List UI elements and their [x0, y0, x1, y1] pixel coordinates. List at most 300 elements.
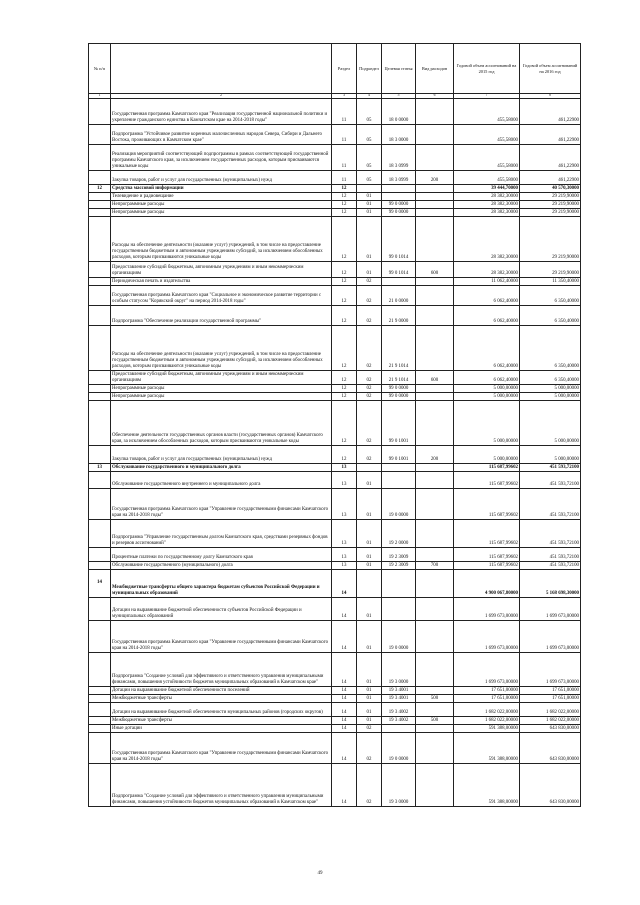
table-row [89, 193, 581, 201]
cell-name: Обеспечение деятельности государственных органов власти (государственных органов) Камчатского края, за исключением обособленных расходов, которым присваиваются уникальные коды [111, 401, 332, 446]
cell-vr: 500 [416, 695, 454, 703]
cell-vr [416, 193, 454, 201]
cell-y2016: 29 219,90000 [520, 262, 581, 278]
cell-y2015: 5 000,00000 [454, 401, 520, 446]
cell-podrazdel: 01 [357, 201, 382, 209]
cell-vr [416, 733, 454, 764]
cell-razdel: 14 [332, 570, 357, 598]
cell-name: Расходы на обеспечение деятельности (оказание услуг) учреждений, в том числе на предоставление государственным бюджетным и автономным учреждениям субсидий, за исключением обособленных расходов, которым присваиваются уникальные коды [111, 326, 332, 371]
cell-num [89, 371, 111, 385]
cell-vr [416, 653, 454, 687]
cell-cs [382, 725, 416, 733]
cell-razdel: 14 [332, 687, 357, 695]
cell-razdel: 13 [332, 489, 357, 520]
cell-cs: 19 3 0000 [382, 653, 416, 687]
cell-name: Непрограммные расходы [111, 385, 332, 393]
cell-cs: 21 9 1014 [382, 371, 416, 385]
cell-y2015: 455,58000 [454, 99, 520, 125]
cell-cs: 18 3 0999 [382, 171, 416, 185]
cell-vr [416, 598, 454, 621]
cell-y2015: 1 682 022,00000 [454, 703, 520, 717]
cell-y2015: 115 687,99602 [454, 472, 520, 489]
column-number: 7 [454, 94, 520, 99]
header-cell: Вид расходов [416, 44, 454, 94]
column-number: 3 [332, 94, 357, 99]
cell-razdel: 14 [332, 621, 357, 653]
cell-name: Телевидение и радиовещание [111, 193, 332, 201]
header-cell: Целевая статья [382, 44, 416, 94]
table-row [89, 520, 581, 548]
cell-cs: 19 2 3009 [382, 562, 416, 570]
cell-razdel: 12 [332, 209, 357, 217]
table-row [89, 687, 581, 695]
cell-podrazdel: 01 [357, 193, 382, 201]
cell-y2016: 451 593,72100 [520, 464, 581, 472]
cell-vr [416, 621, 454, 653]
cell-num: 12 [89, 185, 111, 193]
cell-y2015: 5 000,00000 [454, 446, 520, 464]
cell-razdel: 12 [332, 306, 357, 326]
cell-y2016: 40 570,30000 [520, 185, 581, 193]
cell-cs: 18 0 0000 [382, 99, 416, 125]
cell-y2016: 1 682 022,00000 [520, 703, 581, 717]
cell-cs: 21 9 0000 [382, 306, 416, 326]
cell-cs: 99 0 1014 [382, 262, 416, 278]
cell-name: Дотации на выравнивание бюджетной обеспеченности субъектов Российской Федерации и муниципальных образований [111, 598, 332, 621]
cell-name: Закупка товаров, работ и услуг для государственных (муниципальных) нужд [111, 446, 332, 464]
cell-y2016: 6 350,40000 [520, 306, 581, 326]
table-row [89, 717, 581, 725]
cell-cs: 99 0 0000 [382, 201, 416, 209]
cell-num [89, 209, 111, 217]
cell-num [89, 171, 111, 185]
cell-razdel: 14 [332, 717, 357, 725]
cell-y2015: 17 651,00000 [454, 695, 520, 703]
cell-name: Подпрограмма "Создание условий для эффективного и ответственного управления муниципальными финансами, повышения устойчивости бюджетов муниципальных образований в Камчатском крае" [111, 764, 332, 807]
cell-razdel: 13 [332, 520, 357, 548]
cell-podrazdel: 02 [357, 764, 382, 807]
cell-razdel: 12 [332, 371, 357, 385]
cell-y2016: 5 000,00000 [520, 446, 581, 464]
cell-name: Непрограммные расходы [111, 201, 332, 209]
cell-y2016: 29 219,90000 [520, 209, 581, 217]
table-row [89, 703, 581, 717]
table-row [89, 653, 581, 687]
cell-razdel: 14 [332, 733, 357, 764]
cell-y2016: 6 350,40000 [520, 326, 581, 371]
cell-y2015: 1 699 673,00000 [454, 621, 520, 653]
cell-vr [416, 548, 454, 562]
cell-podrazdel: 02 [357, 446, 382, 464]
cell-cs: 19 3 0000 [382, 764, 416, 807]
cell-y2015: 28 382,30000 [454, 193, 520, 201]
header-cell: Годовой объем ассигнований на 2015 год [454, 44, 520, 94]
cell-vr [416, 464, 454, 472]
cell-num [89, 385, 111, 393]
cell-podrazdel: 05 [357, 125, 382, 145]
cell-vr [416, 570, 454, 598]
budget-table [88, 43, 581, 807]
cell-y2016: 451 593,72100 [520, 562, 581, 570]
cell-cs: 18 3 0999 [382, 145, 416, 171]
table-row [89, 286, 581, 306]
cell-y2016: 5 000,00000 [520, 385, 581, 393]
cell-y2015: 455,58000 [454, 171, 520, 185]
cell-y2016: 29 219,90000 [520, 201, 581, 209]
cell-num [89, 446, 111, 464]
cell-cs [382, 464, 416, 472]
column-number: 1 [89, 94, 111, 99]
cell-name: Дотации на выравнивание бюджетной обеспеченности муниципальных районов (городских округов) [111, 703, 332, 717]
table-row [89, 393, 581, 401]
cell-num: 13 [89, 464, 111, 472]
cell-y2015: 6 062,40000 [454, 371, 520, 385]
cell-num [89, 306, 111, 326]
cell-razdel: 14 [332, 598, 357, 621]
cell-cs: 99 0 1001 [382, 446, 416, 464]
table-row [89, 733, 581, 764]
cell-vr: 500 [416, 717, 454, 725]
table-row [89, 489, 581, 520]
cell-y2015: 115 687,99602 [454, 464, 520, 472]
cell-y2016: 461,22900 [520, 171, 581, 185]
cell-podrazdel: 02 [357, 278, 382, 286]
cell-y2015: 1 699 673,00000 [454, 598, 520, 621]
cell-y2016: 6 350,40000 [520, 371, 581, 385]
cell-razdel: 12 [332, 193, 357, 201]
cell-razdel: 12 [332, 185, 357, 193]
cell-y2016: 11 350,40000 [520, 278, 581, 286]
cell-y2016: 451 593,72100 [520, 489, 581, 520]
cell-num [89, 326, 111, 371]
cell-razdel: 11 [332, 125, 357, 145]
table-row [89, 209, 581, 217]
table-row [89, 371, 581, 385]
cell-num [89, 520, 111, 548]
cell-num [89, 489, 111, 520]
cell-num [89, 393, 111, 401]
cell-num [89, 262, 111, 278]
cell-num [89, 687, 111, 695]
cell-y2016: 461,22900 [520, 145, 581, 171]
cell-cs: 19 0 0000 [382, 621, 416, 653]
cell-podrazdel: 01 [357, 472, 382, 489]
cell-vr [416, 217, 454, 262]
cell-razdel: 14 [332, 703, 357, 717]
cell-num [89, 733, 111, 764]
cell-y2015: 115 687,99602 [454, 489, 520, 520]
cell-y2015: 28 382,30000 [454, 262, 520, 278]
cell-num [89, 653, 111, 687]
cell-podrazdel: 01 [357, 209, 382, 217]
cell-name: Обслуживание государственного и муниципального долга [111, 464, 332, 472]
cell-vr [416, 125, 454, 145]
cell-name: Государственная программа Камчатского края "Управление государственными финансами Камчатского края на 2014-2018 годы" [111, 621, 332, 653]
cell-y2015: 28 382,30000 [454, 217, 520, 262]
cell-razdel: 14 [332, 764, 357, 807]
cell-y2016: 1 682 022,00000 [520, 717, 581, 725]
table-row [89, 145, 581, 171]
table-row [89, 598, 581, 621]
cell-name: Непрограммные расходы [111, 209, 332, 217]
cell-podrazdel: 01 [357, 262, 382, 278]
cell-y2015: 5 000,00000 [454, 385, 520, 393]
cell-num [89, 621, 111, 653]
cell-podrazdel [357, 464, 382, 472]
cell-razdel: 11 [332, 171, 357, 185]
cell-vr [416, 99, 454, 125]
cell-podrazdel: 01 [357, 548, 382, 562]
cell-podrazdel: 02 [357, 286, 382, 306]
cell-vr [416, 401, 454, 446]
cell-name: Закупка товаров, работ и услуг для государственных (муниципальных) нужд [111, 171, 332, 185]
cell-y2016: 5 168 698,30000 [520, 570, 581, 598]
cell-razdel: 12 [332, 278, 357, 286]
cell-podrazdel: 01 [357, 598, 382, 621]
cell-podrazdel: 01 [357, 687, 382, 695]
cell-podrazdel: 01 [357, 562, 382, 570]
cell-num [89, 562, 111, 570]
cell-cs: 99 0 0000 [382, 385, 416, 393]
cell-cs: 18 3 0000 [382, 125, 416, 145]
cell-vr [416, 687, 454, 695]
cell-podrazdel: 02 [357, 306, 382, 326]
cell-podrazdel: 05 [357, 171, 382, 185]
cell-num [89, 695, 111, 703]
cell-cs: 21 0 0000 [382, 286, 416, 306]
table-row [89, 201, 581, 209]
cell-num [89, 278, 111, 286]
cell-podrazdel: 01 [357, 217, 382, 262]
cell-y2015: 591 388,00000 [454, 764, 520, 807]
cell-vr: 600 [416, 371, 454, 385]
cell-vr: 200 [416, 171, 454, 185]
header-cell [111, 44, 332, 94]
table-row [89, 171, 581, 185]
cell-num [89, 286, 111, 306]
cell-vr [416, 472, 454, 489]
cell-vr [416, 520, 454, 548]
cell-podrazdel: 02 [357, 371, 382, 385]
table-row [89, 217, 581, 262]
cell-name: Периодическая печать и издательства [111, 278, 332, 286]
cell-num [89, 99, 111, 125]
cell-name: Государственная программа Камчатского края "Управление государственными финансами Камчатского края на 2014-2018 годы" [111, 733, 332, 764]
table-row [89, 385, 581, 393]
cell-y2016: 643 830,00000 [520, 733, 581, 764]
cell-podrazdel: 01 [357, 520, 382, 548]
cell-name: Процентные платежи по государственному долгу Камчатского края [111, 548, 332, 562]
header-row [89, 44, 581, 94]
cell-name: Обслуживание государственного (муниципального) долга [111, 562, 332, 570]
cell-podrazdel: 02 [357, 733, 382, 764]
cell-vr [416, 286, 454, 306]
cell-razdel: 11 [332, 145, 357, 171]
cell-vr [416, 209, 454, 217]
cell-podrazdel: 01 [357, 621, 382, 653]
cell-podrazdel [357, 570, 382, 598]
cell-y2015: 591 388,00000 [454, 725, 520, 733]
table-row [89, 570, 581, 598]
cell-y2016: 451 593,72100 [520, 520, 581, 548]
cell-cs: 21 9 1014 [382, 326, 416, 371]
cell-vr [416, 385, 454, 393]
cell-cs [382, 598, 416, 621]
cell-vr [416, 489, 454, 520]
cell-num [89, 193, 111, 201]
cell-cs: 99 0 0000 [382, 393, 416, 401]
cell-podrazdel: 01 [357, 489, 382, 520]
cell-num [89, 548, 111, 562]
cell-cs: 99 0 0000 [382, 209, 416, 217]
cell-razdel: 11 [332, 99, 357, 125]
cell-name: Межбюджетные трансферты общего характера бюджетам субъектов Российской Федерации и муниципальных образований [111, 570, 332, 598]
cell-y2016: 1 699 673,00000 [520, 621, 581, 653]
cell-vr [416, 764, 454, 807]
cell-y2015: 1 699 673,00000 [454, 653, 520, 687]
cell-name: Межбюджетные трансферты [111, 717, 332, 725]
table-body [89, 99, 581, 807]
cell-cs: 19 0 0000 [382, 489, 416, 520]
cell-name: Иные дотации [111, 725, 332, 733]
cell-num [89, 217, 111, 262]
cell-y2016: 461,22900 [520, 99, 581, 125]
cell-cs: 19 2 0000 [382, 520, 416, 548]
cell-cs: 19 3 4001 [382, 695, 416, 703]
cell-vr [416, 185, 454, 193]
cell-name: Предоставление субсидий бюджетным, автономным учреждениям и иным некоммерческим организациям [111, 262, 332, 278]
cell-razdel: 12 [332, 201, 357, 209]
cell-num [89, 725, 111, 733]
table-row [89, 695, 581, 703]
cell-y2016: 643 830,00000 [520, 725, 581, 733]
table-row [89, 185, 581, 193]
cell-y2015: 115 687,99602 [454, 562, 520, 570]
cell-vr [416, 326, 454, 371]
cell-y2016: 29 219,90000 [520, 217, 581, 262]
cell-cs [382, 193, 416, 201]
cell-y2016: 6 350,40000 [520, 286, 581, 306]
cell-cs: 19 3 4001 [382, 687, 416, 695]
column-number: 6 [416, 94, 454, 99]
cell-num [89, 764, 111, 807]
cell-razdel: 12 [332, 217, 357, 262]
cell-razdel: 14 [332, 725, 357, 733]
table-row [89, 464, 581, 472]
cell-name: Предоставление субсидий бюджетным, автономным учреждениям и иным некоммерческим организациям [111, 371, 332, 385]
cell-vr: 200 [416, 446, 454, 464]
cell-razdel: 12 [332, 393, 357, 401]
table-row [89, 725, 581, 733]
cell-y2015: 591 388,00000 [454, 733, 520, 764]
table-row [89, 278, 581, 286]
cell-num [89, 703, 111, 717]
cell-name: Государственная программа Камчатского края "Управление государственными финансами Камчатского края на 2014-2018 годы" [111, 489, 332, 520]
table-row [89, 446, 581, 464]
table-row [89, 472, 581, 489]
cell-podrazdel: 01 [357, 703, 382, 717]
cell-name: Подпрограмма "Устойчивое развитие коренных малочисленных народов Севера, Сибири и Дальнего Востока, проживающих в Камчатском крае" [111, 125, 332, 145]
cell-cs [382, 185, 416, 193]
cell-vr [416, 201, 454, 209]
cell-podrazdel [357, 185, 382, 193]
cell-podrazdel: 02 [357, 393, 382, 401]
header-cell: № п/п [89, 44, 111, 94]
cell-razdel: 13 [332, 548, 357, 562]
cell-y2016: 5 000,00000 [520, 393, 581, 401]
cell-y2015: 4 900 067,80000 [454, 570, 520, 598]
cell-y2015: 1 682 022,00000 [454, 717, 520, 725]
cell-num [89, 717, 111, 725]
table-row [89, 764, 581, 807]
cell-podrazdel: 05 [357, 99, 382, 125]
cell-razdel: 12 [332, 446, 357, 464]
cell-y2015: 6 062,40000 [454, 286, 520, 306]
cell-y2015: 455,58000 [454, 145, 520, 171]
cell-name: Подпрограмма "Управление государственным долгом Камчатского края, средствами резервных фондов и резервов ассигнований" [111, 520, 332, 548]
cell-razdel: 13 [332, 562, 357, 570]
cell-name: Непрограммные расходы [111, 393, 332, 401]
cell-razdel: 12 [332, 385, 357, 393]
cell-razdel: 13 [332, 464, 357, 472]
cell-razdel: 14 [332, 653, 357, 687]
header-cell: Раздел [332, 44, 357, 94]
column-number: 8 [520, 94, 581, 99]
cell-y2016: 17 651,00000 [520, 687, 581, 695]
cell-cs: 19 3 4002 [382, 703, 416, 717]
cell-name: Расходы на обеспечение деятельности (оказание услуг) учреждений, в том числе на предоставление государственным бюджетным и автономным учреждениям субсидий, за исключением обособленных расходов, которым присваиваются уникальные коды [111, 217, 332, 262]
cell-y2016: 29 219,90000 [520, 193, 581, 201]
cell-y2015: 39 444,70000 [454, 185, 520, 193]
cell-cs: 19 0 0000 [382, 733, 416, 764]
cell-razdel: 14 [332, 695, 357, 703]
cell-y2015: 28 382,30000 [454, 201, 520, 209]
table-row [89, 125, 581, 145]
page-number: 49 [317, 871, 323, 876]
cell-y2015: 5 000,00000 [454, 393, 520, 401]
cell-y2015: 455,58000 [454, 125, 520, 145]
cell-y2015: 115 687,99602 [454, 520, 520, 548]
cell-cs [382, 570, 416, 598]
cell-y2016: 1 699 673,00000 [520, 653, 581, 687]
table-row [89, 326, 581, 371]
column-number: 4 [357, 94, 382, 99]
cell-podrazdel: 01 [357, 653, 382, 687]
cell-razdel: 12 [332, 262, 357, 278]
cell-podrazdel: 01 [357, 717, 382, 725]
cell-cs [382, 472, 416, 489]
cell-name: Подпрограмма "Создание условий для эффективного и ответственного управления муниципальными финансами, повышения устойчивости бюджетов муниципальных образований в Камчатском крае" [111, 653, 332, 687]
cell-vr [416, 278, 454, 286]
cell-name: Государственная программа Камчатского края "Реализация государственной национальной политики и укрепление гражданского единства в Камчатском крае на 2014-2018 годы" [111, 99, 332, 125]
table-row [89, 621, 581, 653]
cell-y2016: 451 593,72100 [520, 472, 581, 489]
cell-podrazdel: 01 [357, 695, 382, 703]
cell-y2015: 6 062,40000 [454, 306, 520, 326]
cell-num [89, 145, 111, 171]
cell-vr [416, 145, 454, 171]
cell-razdel: 12 [332, 286, 357, 306]
cell-cs: 99 0 1001 [382, 401, 416, 446]
cell-y2015: 6 062,40000 [454, 326, 520, 371]
cell-vr [416, 393, 454, 401]
table-row [89, 99, 581, 125]
cell-razdel: 12 [332, 401, 357, 446]
header-cell: Подраздел [357, 44, 382, 94]
cell-name: Межбюджетные трансферты [111, 695, 332, 703]
cell-name: Средства массовой информации [111, 185, 332, 193]
cell-vr [416, 725, 454, 733]
